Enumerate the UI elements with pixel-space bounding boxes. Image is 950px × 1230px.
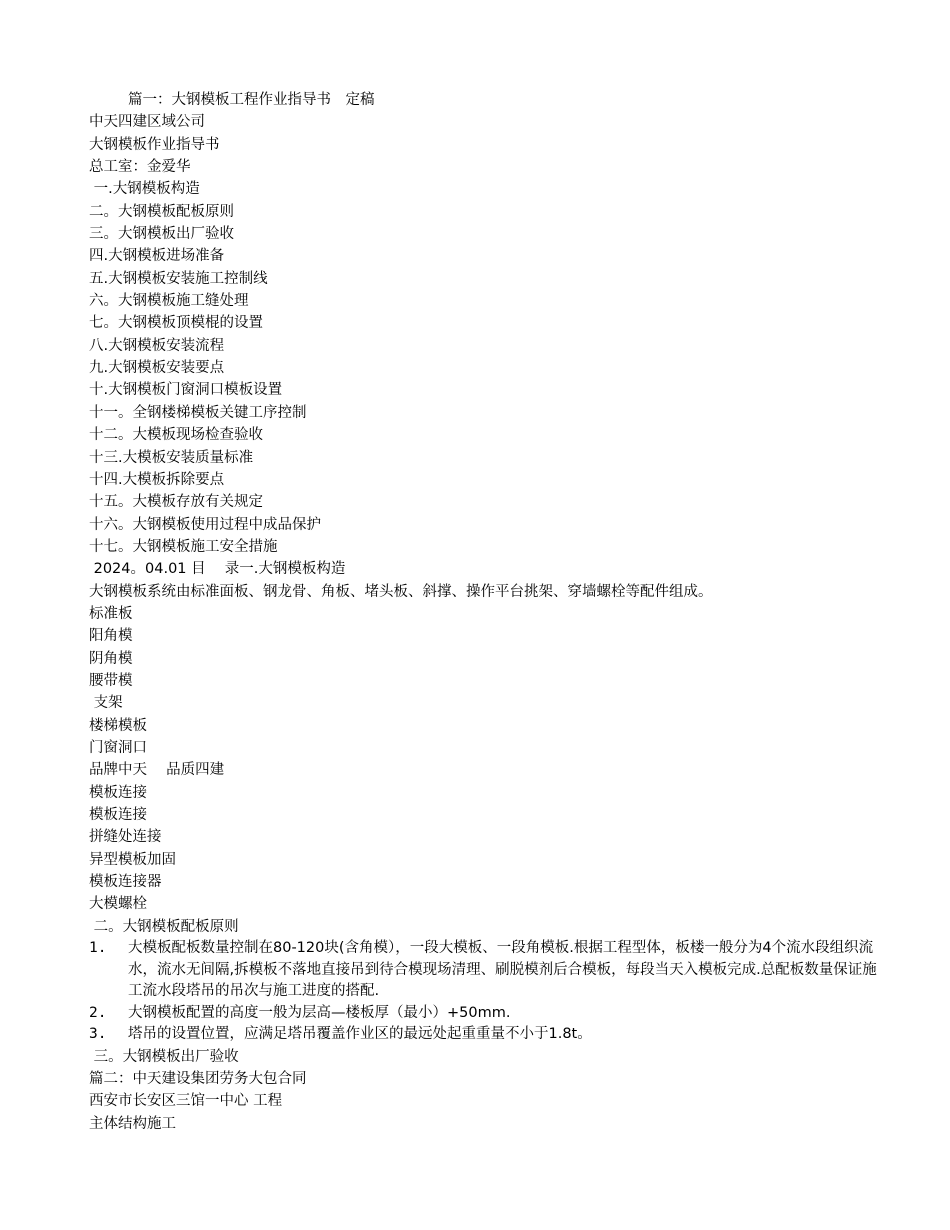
toc-item: 四.大钢模板进场准备	[89, 248, 225, 265]
list-item: 模板连接	[89, 784, 147, 801]
list-item: 品牌中天 品质四建	[89, 762, 225, 779]
list-item: 异型模板加固	[89, 851, 176, 868]
section2-numbered-list	[89, 938, 879, 1046]
numbered-item	[89, 938, 879, 1003]
toc-item: 九.大钢模板安装要点	[89, 360, 225, 377]
toc-item: 十三.大模板安装质量标准	[89, 449, 254, 466]
toc-item: 二。大钢模板配板原则	[89, 203, 234, 220]
item-number: 3.	[89, 1026, 107, 1043]
document-page	[89, 89, 879, 1135]
item-text: 大模板配板数量控制在80-120块(含角模），一段大模板、一段角模板.根据工程型体，板楼一般分为4个流水段组织流水，流水无间隔,拆模板不落地直接吊到待合模现场清理、刷脱模剂后合模板，每段当天入模板完成.总配板数量保证施工流水段塔吊的吊次与施工进度的搭配.	[128, 940, 877, 1000]
project-name: 西安市长安区三馆一中心 工程	[89, 1093, 283, 1110]
item-text: 塔吊的设置位置，应满足塔吊覆盖作业区的最远处起重重量不小于1.8t。	[128, 1026, 592, 1043]
toc-item: 十一。全钢楼梯模板关键工序控制	[89, 404, 307, 421]
item-number: 1.	[89, 940, 107, 957]
item-number: 2.	[89, 1004, 107, 1021]
date-line: 2024。04.01 目 录一.大钢模板构造	[89, 561, 346, 578]
toc-item: 十五。大模板存放有关规定	[89, 494, 263, 511]
toc-item: 十四.大模板拆除要点	[89, 471, 225, 488]
list-item: 支架	[89, 695, 123, 712]
toc-item: 三。大钢模板出厂验收	[89, 226, 234, 243]
list-item: 阳角模	[89, 628, 133, 645]
list-item: 阴角模	[89, 650, 133, 667]
scope-line: 主体结构施工	[89, 1115, 176, 1132]
toc-item: 五.大钢模板安装施工控制线	[89, 270, 268, 287]
toc-item: 八.大钢模板安装流程	[89, 337, 225, 354]
list-item: 门窗洞口	[89, 739, 147, 756]
toc-item: 七。大钢模板顶模棍的设置	[89, 315, 263, 332]
numbered-item	[89, 1003, 879, 1025]
section2-heading: 二。大钢模板配板原则	[89, 918, 239, 935]
toc-item: 六。大钢模板施工缝处理	[89, 293, 249, 310]
section1-intro: 大钢模板系统由标准面板、钢龙骨、角板、堵头板、斜撑、操作平台挑架、穿墙螺栓等配件组成。	[89, 583, 713, 600]
section3-heading: 三。大钢模板出厂验收	[89, 1048, 239, 1065]
article2-title: 篇二：中天建设集团劳务大包合同	[89, 1070, 307, 1087]
toc-item: 十六。大钢模板使用过程中成品保护	[89, 516, 321, 533]
list-item: 模板连接	[89, 807, 147, 823]
article-title: 篇一：大钢模板工程作业指导书 定稿	[128, 92, 375, 108]
numbered-item	[89, 1024, 879, 1046]
toc-item: 十七。大钢模板施工安全措施	[89, 538, 278, 555]
section1-component-list	[89, 603, 879, 916]
list-item: 标准板	[89, 605, 133, 622]
author-line: 总工室：金爱华	[89, 159, 191, 176]
toc-item: 十二。大模板现场检查验收	[89, 427, 263, 444]
table-of-contents	[89, 178, 879, 558]
toc-item: 十.大钢模板门窗洞口模板设置	[89, 382, 283, 399]
company-name: 中天四建区域公司	[89, 114, 205, 131]
toc-item: 一.大钢模板构造	[89, 181, 200, 198]
item-text: 大钢模板配置的高度一般为层高—楼板厚（最小）+50mm.	[128, 1004, 511, 1021]
document-title: 大钢模板作业指导书	[89, 136, 220, 153]
list-item: 楼梯模板	[89, 717, 147, 734]
list-item: 模板连接器	[89, 874, 162, 891]
list-item: 拼缝处连接	[89, 829, 162, 846]
list-item: 腰带模	[89, 672, 133, 689]
list-item: 大模螺栓	[89, 896, 147, 913]
